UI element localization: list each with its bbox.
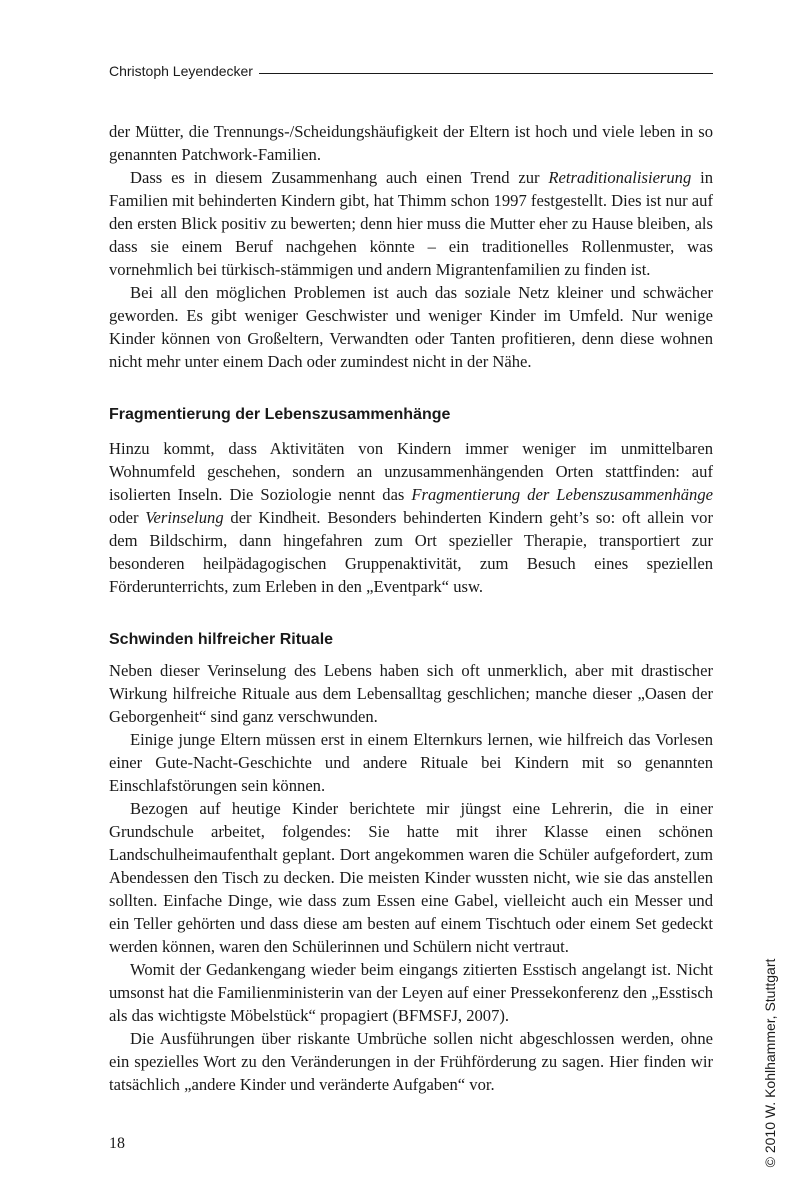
paragraph bbox=[109, 659, 713, 728]
page-body bbox=[109, 120, 713, 1096]
emphasis-text: Retraditionalisierung bbox=[548, 168, 692, 187]
page-number: 18 bbox=[109, 1135, 125, 1152]
paragraph-text: Bei all den möglichen Problemen ist auch das soziale Netz kleiner und schwächer geworden. Es gibt weniger Geschwister und weniger Kinder im Umfeld. Nur wenige Kinder können von Großeltern, Verwandten oder Tanten profitieren, denn diese wohnen nicht mehr unter einem Dach oder zumindest nicht in der Nähe. bbox=[109, 283, 713, 371]
paragraph bbox=[109, 958, 713, 1027]
paragraph-text: Dass es in diesem Zusammenhang auch einen Trend zur bbox=[130, 168, 549, 187]
header-author: Christoph Leyendecker bbox=[109, 63, 253, 79]
paragraph bbox=[109, 281, 713, 373]
paragraph bbox=[109, 166, 713, 281]
paragraph-text: Bezogen auf heutige Kinder berichtete mir jüngst eine Lehrerin, die in einer Grundschule arbeitet, folgendes: Sie hatte mit ihrer Klasse einen schönen Landschulheimaufenthalt geplant. Dort angekommen waren die Schüler aufgefordert, zum Abendessen den Tisch zu decken. Die meisten Kinder wussten nicht, wie sie das anstellen sollten. Einfache Dinge, wie dass zum Essen eine Gabel, vielleicht auch ein Messer und ein Teller gehörten und dass diese am besten auf einem Tischtuch oder einem Set gedeckt werden können, waren den Schülerinnen und Schülern nicht vertraut. bbox=[109, 799, 713, 956]
paragraph bbox=[109, 437, 713, 598]
paragraph bbox=[109, 728, 713, 797]
paragraph-text: Hinzu kommt, dass Aktivitäten von Kindern immer weniger im unmittelbaren Wohnumfeld geschehen, sondern an unzusammenhängenden Orten stattfinden: auf isolierten Inseln. Die Soziologie nennt das bbox=[109, 439, 713, 504]
paragraph-text: der Mütter, die Trennungs-/Scheidungshäufigkeit der Eltern ist hoch und viele leben in so genannten Patchwork-Familien. bbox=[109, 122, 713, 164]
running-header bbox=[109, 59, 713, 83]
copyright-notice: © 2010 W. Kohlhammer, Stuttgart bbox=[762, 958, 778, 1168]
paragraph-text: Neben dieser Verinselung des Lebens haben sich oft unmerklich, aber mit drastischer Wirkung hilfreiche Rituale aus dem Lebensalltag geschlichen; manche dieser „Oasen der Geborgenheit“ sind ganz verschwunden. bbox=[109, 661, 713, 726]
paragraph-text: Einige junge Eltern müssen erst in einem Elternkurs lernen, wie hilfreich das Vorlesen einer Gute-Nacht-Geschichte und andere Rituale bei Kindern mit so genannten Einschlafstörungen sein können. bbox=[109, 730, 713, 795]
paragraph bbox=[109, 1027, 713, 1096]
section-heading: Schwinden hilfreicher Rituale bbox=[109, 631, 334, 648]
paragraph bbox=[109, 120, 713, 166]
paragraph bbox=[109, 797, 713, 958]
paragraph-text: in Familien mit behinderten Kindern gibt, hat Thimm schon 1997 festgestellt. Dies ist nur auf den ersten Blick positiv zu bewerten; denn hier muss die Mutter eher zu Hause bleiben, als dass sie einem Beruf nachgehen könnte – ein traditionelles Rollenmuster, was vornehmlich bei türkisch-stämmigen und andern Migrantenfamilien zu finden ist. bbox=[109, 168, 713, 279]
paragraph-text: Womit der Gedankengang wieder beim eingangs zitierten Esstisch angelangt ist. Nicht umsonst hat die Familienministerin van der Leyen auf einer Pressekonferenz den „Esstisch als das wichtigste Möbelstück“ propagiert (BFMSFJ, 2007). bbox=[109, 960, 713, 1025]
emphasis-text: Fragmentierung der Lebenszusammenhänge bbox=[411, 485, 714, 504]
paragraph-text: der Kindheit. Besonders behinderten Kindern geht’s so: oft allein vor dem Bildschirm, dann hingefahren zum Ort spezieller Therapie, transportiert zur besonderen heilpädagogischen Gruppenaktivität, zum Besuch eines speziellen Förderunterrichts, zum Erleben in den „Eventpark“ usw. bbox=[109, 508, 713, 596]
paragraph-text: Die Ausführungen über riskante Umbrüche sollen nicht abgeschlossen werden, ohne ein spezielles Wort zu den Veränderungen in der Frühförderung zu sagen. Hier finden wir tatsächlich „andere Kinder und veränderte Aufgaben“ vor. bbox=[109, 1029, 713, 1094]
section-heading: Fragmentierung der Lebenszusammenhänge bbox=[109, 406, 451, 423]
header-rule bbox=[259, 73, 713, 74]
paragraph-text: oder bbox=[109, 508, 146, 527]
emphasis-text: Verinselung bbox=[145, 508, 224, 527]
